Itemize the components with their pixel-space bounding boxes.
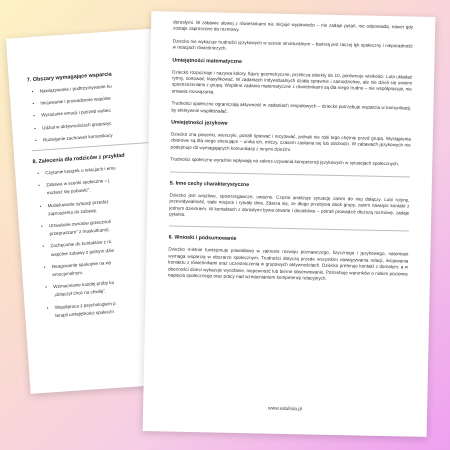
front-page-content	[168, 20, 414, 290]
list-item: • Inicjowanie i prowadzenie wspólne	[40, 86, 258, 107]
section-divider	[169, 226, 409, 232]
language-heading: Umiejętności językowe	[171, 119, 228, 127]
list-item: terapii umiejętności społeczn	[55, 308, 115, 318]
list-item: • Udział w aktywnościach grupowyc	[42, 110, 260, 131]
list-item: • Zabawa w scenki społeczne – j	[46, 167, 264, 188]
section-5-heading: 5. Inne cechy charakterystyczne	[169, 180, 250, 188]
list-item: • Reagowanie spokojnie na wy	[52, 249, 270, 270]
list-item: • Modelowanie sytuacji przedsz	[47, 188, 265, 209]
list-item: przepraszam" z maskotkami).	[49, 227, 110, 237]
language-paragraph: Dziecko zna piosenki, wierszyki, potrafi śpiewać i recytować, jednak nie robi tego chętnie przed grupą. Wystąpienia zbiorowe są dla niego stresujące – unika ich, milczy, czasem zasłania się lub odchodzi. W zabawach językowych nie podejmuje ról wymagających komunikacji z innymi dziećmi.	[170, 131, 411, 152]
section-8-heading: 8. Zalecenia dla rodziców z przykład	[32, 152, 125, 166]
list-item: możesz się pobawić".	[46, 187, 91, 196]
intro-paragraph: dorosłymi. W zabawie ułowej z rówieśnikami nie inicjuje wypowiedzi – nie zadaje pytań, nie odpowiada, nawet gdy zostaje zaproszone do rozmowy.	[173, 19, 414, 33]
list-item: emocjonalnym.	[52, 270, 84, 278]
list-item: • Wyrażanie emocji i potrzeb wobec	[41, 98, 259, 119]
front-document-page	[143, 11, 436, 437]
list-item: • Utrwalanie zwrotów grzecznoś	[49, 208, 267, 229]
list-item: „dołączył choć na chwilę".	[53, 288, 107, 298]
math-paragraph: Trudności społeczne ograniczają aktywność w zadaniach zespołowych – dziecko potrzebuje wsparcia w komunikacji, by efektywnie współdziałać.	[171, 100, 412, 114]
list-item: • Rozwijanie zachowań komunikacy	[43, 122, 261, 143]
section-6-heading: 6. Wnioski i podsumowanie	[168, 234, 237, 243]
list-item: • Wzmacnianie każdej próby ko	[53, 269, 270, 290]
math-heading: Umiejętności matematyczne	[172, 57, 242, 65]
list-item: • Zachęcanie do kontaktów z ró	[50, 228, 268, 249]
section-5-paragraph: Dziecko jest wrażliwe, spostrzegawcze, uważne. Często analizuje sytuację zanim do niej dołączy. Lubi rutynę, przewidywalność, stałe miejsce i rytuały dnia. Zdarza się, że długo przebywa obok grupy, zanim nawiąże kontakt z jednym dzieckiem. W kontaktach z dorosłymi bywa otwarte i dociekliwe – potrafi prowadzić dłuższą rozmowę, zadaje pytania.	[169, 192, 410, 217]
list-item: • Czytanie książek o relacjach i emo	[45, 155, 263, 176]
list-item: • Współpraca z psychologiem p	[55, 290, 271, 311]
list-item: • Nawiązywanie i podtrzymywanie ko	[39, 73, 257, 94]
section-6-paragraph: Dziecko 4-letnie funkcjonuje prawidłowo w zakresie rozwoju poznawczego, fizycznego i językowego, natomiast wymaga wsparcia w obszarze społecznym. Trudności dotyczą przede wszystkim nawiązywania relacji, inicjowania kontaktu z rówieśnikami oraz uczestniczenia w grupowych aktywnościach. Dziecko preferuje kontakt z dorosłym, a w obecności dzieci wykazuje wycofanie, niepewność lub bierne obserwowanie. Potrzebuje warunków o niskim poziomie napięcia społecznego oraz pracy nad wzmacnianiem kompetencji relacyjnych.	[167, 246, 409, 281]
language-paragraph: Trudności społeczne wyraźnie wpływają na zakres używania kompetencji językowych w sytuacjach społecznych.	[170, 156, 400, 167]
list-item: wspólne zabawy z jednym dzie	[50, 247, 115, 257]
intro-paragraph: Dziecko nie wykazuje trudności językowych w sensie strukturalnym – barierą jest raczej lęk społeczny i nieporadność w relacjach rówieśniczych.	[172, 38, 413, 51]
section-7-heading: 7. Obszary wymagające wsparcia	[26, 71, 112, 84]
section-divider	[170, 171, 410, 177]
list-item: zaproszenia do zabawy.	[47, 207, 98, 217]
footer-url: www.edulisia.pl	[267, 405, 303, 413]
math-paragraph: Dziecko rozpoznaje i nazywa kolory, figury geometryczne, przelicza obiekty do 10, porównuje wielkości. Lubi układać rytmy, sortować, klasyfikować. W zadaniach indywidualnych działa sprawnie i samodzielnie, ale nie dzieli się swoimi spostrzeżeniami z grupą. Wspólne zadania matematyczne z rówieśnikami są dla niego trudne – nie współpracuje, nie omawia rozwiązania.	[171, 69, 413, 95]
